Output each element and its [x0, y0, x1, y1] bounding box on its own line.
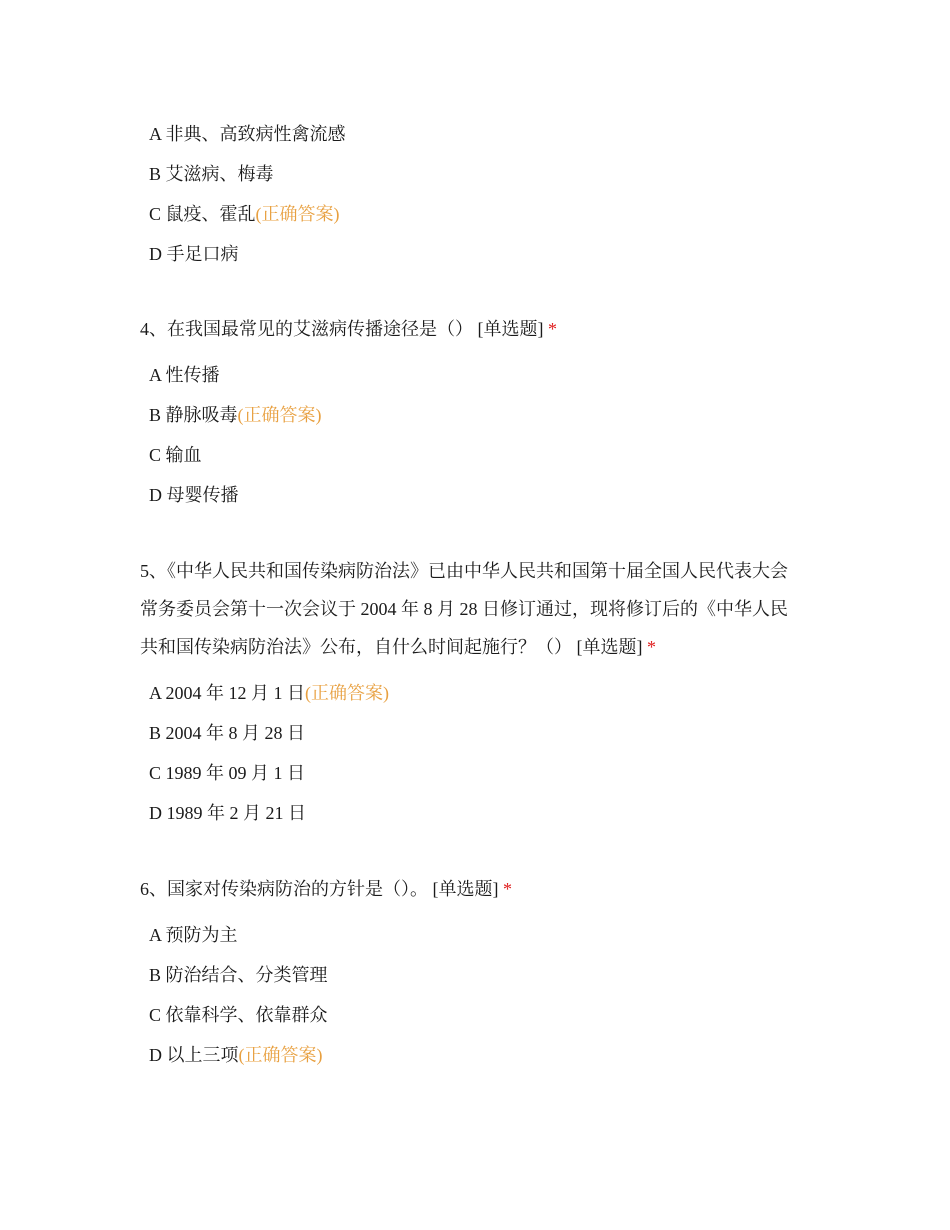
q5-option-a: A 2004 年 12 月 1 日(正确答案): [149, 683, 390, 703]
correct-answer-label: (正确答案): [237, 405, 322, 425]
q3-option-b: B 艾滋病、梅毒: [149, 164, 274, 184]
question-type-tag: [单选题]: [432, 879, 499, 899]
question-type-tag: [单选题]: [477, 319, 544, 339]
correct-answer-label: (正确答案): [255, 204, 340, 224]
q3-option-c: C 鼠疫、霍乱(正确答案): [149, 204, 340, 224]
correct-answer-label: (正确答案): [238, 1045, 323, 1065]
required-marker: *: [548, 319, 557, 339]
q5-option-b: B 2004 年 8 月 28 日: [149, 723, 306, 743]
question-type-tag: [单选题]: [576, 637, 643, 657]
q4-option-d: D 母婴传播: [149, 485, 239, 505]
q5-question: 5、《中华人民共和国传染病防治法》已由中华人民共和国第十届全国人民代表大会常务委员会第十一次会议于 2004 年 8 月 28 日修订通过，现将修订后的《中华人民共和国传染病防治法》公布，自什么时间起施行？（） [单选题] *: [140, 561, 788, 657]
q6-option-a: A 预防为主: [149, 925, 238, 945]
q5-option-c: C 1989 年 09 月 1 日: [149, 763, 306, 783]
q6-option-d: D 以上三项(正确答案): [149, 1045, 323, 1065]
required-marker: *: [647, 637, 656, 657]
q5-option-d: D 1989 年 2 月 21 日: [149, 803, 306, 823]
q4-question: 4、在我国最常见的艾滋病传播途径是（） [单选题] *: [140, 319, 557, 339]
required-marker: *: [503, 879, 512, 899]
q3-option-d: D 手足口病: [149, 244, 239, 264]
q3-option-a: A 非典、高致病性禽流感: [149, 124, 346, 144]
q4-option-b: B 静脉吸毒(正确答案): [149, 405, 322, 425]
q6-option-b: B 防治结合、分类管理: [149, 965, 328, 985]
q6-question: 6、国家对传染病防治的方针是（）。 [单选题] *: [140, 879, 512, 899]
q6-option-c: C 依靠科学、依靠群众: [149, 1005, 328, 1025]
q4-option-a: A 性传播: [149, 365, 220, 385]
q4-option-c: C 输血: [149, 445, 202, 465]
correct-answer-label: (正确答案): [305, 683, 390, 703]
